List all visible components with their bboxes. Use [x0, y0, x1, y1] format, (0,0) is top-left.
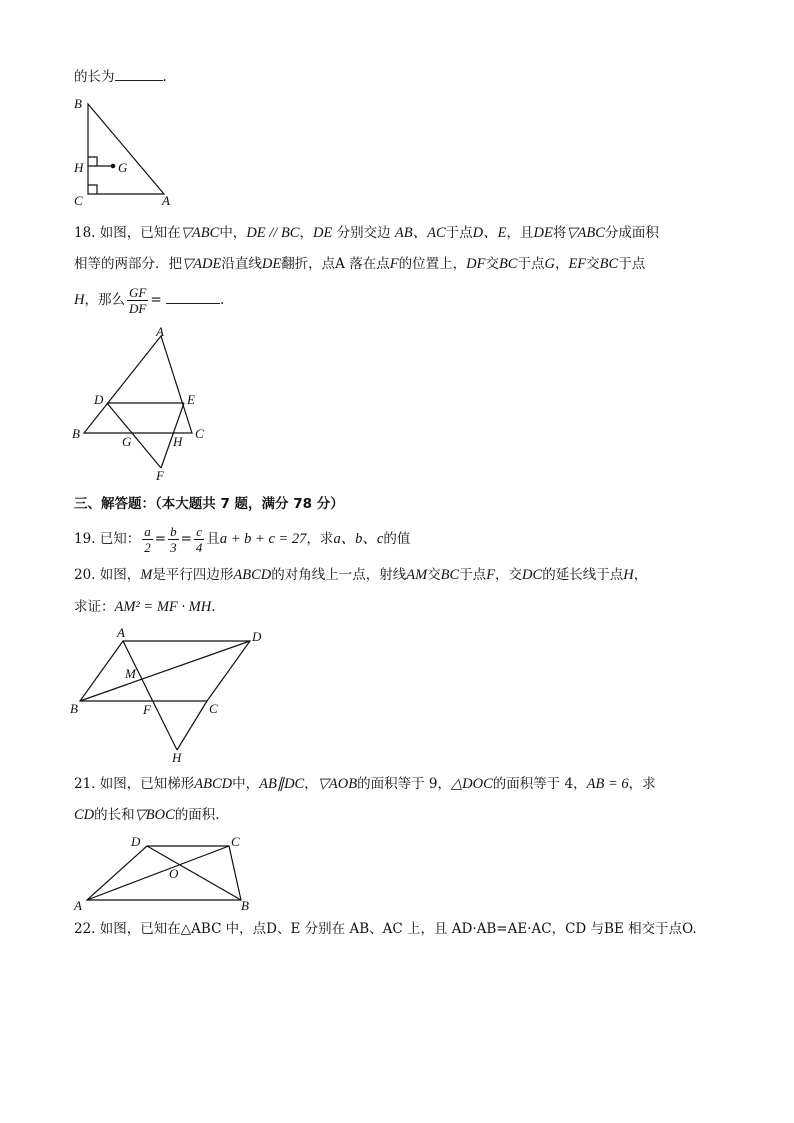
q18-term: ▽ABC [180, 225, 220, 241]
q19-text: = [180, 531, 192, 547]
q19-term: a + b + c = 27 [219, 531, 307, 547]
triangle-bca [88, 104, 164, 194]
label-b: B [74, 96, 82, 111]
q20-term: ABCD [233, 567, 272, 583]
label-d: D [252, 629, 262, 644]
label-o: O [169, 866, 179, 881]
segment-df [107, 403, 161, 468]
q19-text: = [154, 531, 167, 547]
extension-ch [177, 701, 207, 750]
q18-text: 分成面积 [604, 225, 659, 241]
q18-term: EF [568, 256, 587, 272]
q21-text: 21. 如图，已知梯形 [74, 776, 195, 792]
label-c: C [74, 193, 83, 208]
q20-text: ，交 [495, 567, 523, 583]
q18-term: DF [466, 256, 486, 272]
q18-text: 18. 如图，已知在 [74, 225, 181, 241]
q18-text: ， [554, 256, 569, 272]
q18-term: AB、AC [394, 225, 446, 241]
q20-text: 的对角线上一点，射线 [271, 567, 407, 583]
point-g [111, 164, 116, 169]
q20-term: F [486, 567, 496, 583]
q20-formula: AM² = MF · MH [114, 599, 212, 615]
q21-text: ，求 [628, 776, 656, 792]
q18-text: = [150, 292, 162, 308]
q21-text: 中， [232, 776, 260, 792]
q21-term: AB∥DC [259, 776, 305, 792]
q21-line2 [74, 806, 229, 824]
label-a: A [156, 324, 164, 339]
q21-text: 的面积． [174, 807, 229, 823]
fraction-b-3 [168, 524, 179, 555]
triangle-abc [84, 336, 192, 433]
frac-denominator: 3 [170, 540, 177, 555]
q21-term: CD [74, 807, 95, 823]
q18-text: ， [299, 225, 313, 241]
q18-term: F [389, 256, 399, 272]
q18-text: 将 [552, 225, 567, 241]
q18-text: 分别交边 [332, 225, 395, 241]
q19-line [74, 522, 410, 556]
label-b: B [72, 426, 80, 441]
q18-text: ，且 [506, 225, 534, 241]
label-h: H [173, 434, 183, 449]
q20-text: 是平行四边形 [152, 567, 234, 583]
label-a: A [117, 625, 125, 640]
q20-line2 [74, 598, 215, 616]
q18-term: G [544, 256, 555, 272]
label-h: H [74, 160, 84, 175]
frac-denominator: 4 [195, 540, 203, 555]
right-angle-h [88, 157, 97, 166]
q19-text: 且 [206, 531, 220, 547]
fraction-a-2 [142, 524, 153, 555]
q21-term: ▽AOB [317, 776, 358, 792]
q18-text: 中， [219, 225, 247, 241]
q22-line: 22. 如图，已知在△ABC 中，点D、E 分别在 AB、AC 上，且 AD·AB=AE·AC，CD 与BE 相交于点O. [74, 921, 697, 937]
q21-term: AB = 6 [586, 776, 629, 792]
q17-end: . [162, 69, 167, 85]
q20-line1 [74, 566, 647, 584]
q19-text: ，求 [306, 531, 334, 547]
q20-text: 于点 [459, 567, 487, 583]
q17-label: 的长为 [74, 69, 115, 85]
q20-text: 的延长线于点 [542, 567, 624, 583]
answer-blank [115, 68, 163, 81]
q18-term: BC [498, 256, 518, 272]
ray-ah [123, 641, 177, 750]
q18-term: ▽ABC [566, 225, 605, 241]
label-d: D [94, 392, 104, 407]
q18-text: 相等的两部分．把 [74, 256, 182, 272]
q18-text: 于点 [445, 225, 473, 241]
fraction-gf-df [127, 285, 148, 316]
answer-blank [166, 291, 220, 304]
q18-term: D、E [472, 225, 507, 241]
label-b: B [241, 898, 249, 913]
label-d: D [131, 834, 141, 849]
q18-text: 于点 [517, 256, 545, 272]
section-title: 三、解答题：（本大题共 7 题，满分 78 分） [74, 496, 344, 512]
trapezoid-abcd [87, 846, 241, 900]
frac-numerator: b [170, 524, 177, 539]
label-m: M [125, 666, 136, 681]
right-angle-c [88, 185, 97, 194]
frac-numerator: c [196, 524, 203, 539]
label-c: C [209, 701, 218, 716]
q18-text: 沿直线 [221, 256, 262, 272]
q18-end: . [219, 292, 225, 308]
q20-term: BC [440, 567, 460, 583]
q17-text [74, 68, 167, 86]
label-h: H [172, 750, 182, 765]
q20-text: 20. 如图， [74, 567, 141, 583]
q18-term: DE [261, 256, 282, 272]
q20-text: 求证： [74, 599, 115, 615]
q19-text: 19. 已知： [74, 531, 141, 547]
label-a: A [162, 193, 170, 208]
q18-text: 于点 [618, 256, 646, 272]
q21-term: ▽BOC [134, 807, 175, 823]
q18-line3 [74, 283, 224, 317]
label-c: C [195, 426, 204, 441]
frac-denominator: DF [128, 301, 147, 316]
q18-term: H [74, 292, 85, 308]
q18-term: DE [312, 225, 333, 241]
frac-denominator: 2 [144, 540, 151, 555]
q18-term: ▽ADE [182, 256, 222, 272]
q19-text: 的值 [383, 531, 411, 547]
q19-term: a、b、c [333, 531, 384, 547]
frac-numerator: a [144, 524, 151, 539]
q18-text: 交 [586, 256, 600, 272]
q20-text: ， [633, 567, 648, 583]
q18-line1 [74, 224, 659, 242]
label-g: G [122, 434, 132, 449]
q18-term: DE // BC [246, 225, 300, 241]
q21-text: 的长和 [94, 807, 135, 823]
diagonal-bd [147, 846, 241, 900]
q21-text: 的面积等于 4， [492, 776, 587, 792]
label-b: B [70, 701, 78, 716]
segment-ef [161, 403, 184, 468]
q18-text: ，那么 [84, 292, 125, 308]
q21-line1 [74, 775, 656, 793]
label-a: A [74, 898, 82, 913]
q21-text: ， [304, 776, 318, 792]
label-e: E [187, 392, 195, 407]
fraction-c-4 [194, 524, 205, 555]
frac-numerator: GF [128, 285, 147, 300]
q21-term: ABCD [194, 776, 233, 792]
diagonal-bd [80, 641, 250, 701]
q21-term: △DOC [450, 776, 493, 792]
label-f: F [143, 702, 151, 717]
q20-term: H [623, 567, 634, 583]
q18-text: 交 [485, 256, 499, 272]
parallelogram-abcd [80, 641, 250, 701]
label-c: C [231, 834, 240, 849]
q18-text: 翻折，点A 落在点 [281, 256, 390, 272]
q21-text: 的面积等于 9， [357, 776, 451, 792]
q20-term: DC [522, 567, 543, 583]
q18-term: BC [599, 256, 619, 272]
q18-text: 的位置上， [398, 256, 467, 272]
diagonal-ac [87, 846, 229, 900]
q20-term: AM [406, 567, 428, 583]
q20-end: . [211, 599, 216, 615]
q18-line2 [74, 255, 645, 273]
label-f: F [156, 468, 164, 483]
q20-term: M [140, 567, 153, 583]
q18-term: DE [533, 225, 553, 241]
label-g: G [118, 160, 128, 175]
q20-text: 交 [427, 567, 441, 583]
